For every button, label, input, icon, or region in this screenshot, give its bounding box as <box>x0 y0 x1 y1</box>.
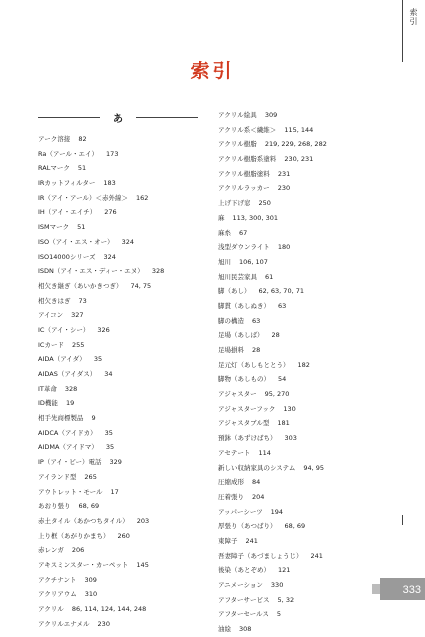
index-term: AIDA（アイダ） <box>38 355 86 364</box>
index-term: 脚物（あしもの） <box>218 375 270 384</box>
index-entry <box>218 284 393 299</box>
index-pages: 68, 69 <box>78 502 100 511</box>
index-term: アクリル樹脂系塗料 <box>218 155 277 164</box>
page-title: 索引 <box>190 60 235 82</box>
index-pages: 62, 63, 70, 71 <box>258 287 304 296</box>
index-entry <box>218 108 393 123</box>
index-entry <box>38 205 213 220</box>
index-pages: 203 <box>136 516 150 525</box>
index-term: 麻 <box>218 213 225 222</box>
index-term: アジャスターフック <box>218 404 276 413</box>
index-term: 脚の構造 <box>218 316 244 325</box>
index-term: ICカード <box>38 340 64 349</box>
index-pages: 73 <box>78 296 87 305</box>
index-term: アジャスタブル型 <box>218 419 270 428</box>
index-entry <box>38 440 213 455</box>
index-pages: 5, 32 <box>277 595 295 604</box>
index-entry <box>218 343 393 358</box>
index-pages: 241 <box>310 551 323 560</box>
index-pages: 162 <box>136 193 149 202</box>
index-term: アイランド型 <box>38 472 77 481</box>
index-entry <box>218 475 393 490</box>
index-pages: 231 <box>277 169 291 178</box>
index-pages: 204 <box>252 492 265 501</box>
index-entry <box>38 161 213 176</box>
index-pages: 106, 107 <box>239 257 268 266</box>
index-pages: 84 <box>252 478 261 487</box>
section-heading-label: あ <box>113 114 123 125</box>
index-pages: 35 <box>93 355 103 364</box>
index-pages: 309 <box>84 575 97 584</box>
index-term: 上げ下げ窓 <box>218 199 251 208</box>
index-term: ISO（アイ・エス・オー） <box>38 237 114 246</box>
index-term: AIDAS（アイダス） <box>38 370 97 378</box>
index-pages: 173 <box>106 149 119 158</box>
index-entry <box>38 543 213 558</box>
index-term: 圧着張り <box>218 492 244 501</box>
index-entry <box>38 294 213 309</box>
index-entry <box>38 323 213 338</box>
index-entry <box>218 226 393 241</box>
index-pages: 329 <box>109 458 122 467</box>
index-pages: 68, 69 <box>284 522 306 531</box>
index-term: アキスミンスター・カーペット <box>38 560 129 569</box>
index-pages: 324 <box>103 252 116 261</box>
index-pages: 115, 144 <box>284 125 314 134</box>
index-entry <box>38 426 213 441</box>
index-pages: 183 <box>103 179 116 188</box>
index-entry <box>38 470 213 485</box>
index-term: 足場（あしば） <box>218 331 264 340</box>
index-entry <box>218 196 393 211</box>
index-entry <box>218 416 393 431</box>
index-term: 脚（あし） <box>218 287 251 296</box>
index-pages: 54 <box>278 375 287 384</box>
index-term: AIDMA（アイドマ） <box>38 443 98 452</box>
index-pages: 61 <box>265 272 274 281</box>
index-term: アクリル絵具 <box>218 111 257 119</box>
index-entry <box>218 314 393 329</box>
index-entry <box>218 431 393 446</box>
index-term: 浅型ダウンライト <box>218 243 270 252</box>
index-entry <box>38 191 213 206</box>
index-entry <box>38 264 213 279</box>
index-term: IC（アイ・シー） <box>38 325 90 334</box>
index-term: 後染（あとぞめ） <box>218 566 270 575</box>
index-pages: 51 <box>77 223 86 232</box>
index-entry <box>218 181 393 196</box>
index-term: ID機能 <box>38 399 58 408</box>
index-term: アクリルエナメル <box>38 619 90 628</box>
index-entry <box>218 137 393 152</box>
index-entry <box>218 519 393 534</box>
index-term: 赤レンガ <box>38 546 64 555</box>
index-entry <box>38 338 213 353</box>
index-term: アクリルラッカー <box>218 184 270 193</box>
index-term: 厚張り（あつばり） <box>218 522 277 531</box>
index-term: アジャスター <box>218 390 257 399</box>
index-pages: 94, 95 <box>303 463 325 472</box>
index-entry <box>218 387 393 402</box>
index-term: アセテート <box>218 448 251 457</box>
index-entry <box>218 505 393 520</box>
index-entry <box>218 402 393 417</box>
index-entry <box>218 358 393 373</box>
index-term: アウトレット・モール <box>38 487 103 496</box>
index-pages: 17 <box>110 487 119 496</box>
index-pages: 114 <box>258 448 271 457</box>
index-term: 油絵 <box>218 625 231 634</box>
index-pages: 74, 75 <box>130 281 152 290</box>
index-pages: 28 <box>252 346 261 354</box>
index-pages: 230 <box>97 619 110 628</box>
index-entry <box>38 147 213 162</box>
index-term: 足場損料 <box>218 346 244 354</box>
index-entry <box>38 617 213 632</box>
index-pages: 5 <box>276 610 281 619</box>
index-pages: 181 <box>277 419 290 428</box>
index-pages: 130 <box>283 404 296 413</box>
index-term: 相欠き継ぎ（あいかきつぎ） <box>38 281 123 290</box>
index-pages: 34 <box>104 370 113 378</box>
index-pages: 327 <box>71 311 84 320</box>
index-pages: 219, 229, 268, 282 <box>264 140 327 149</box>
index-column-right <box>218 108 393 637</box>
index-term: 麻糸 <box>218 228 231 237</box>
index-term: 新しい収納家具のシステム <box>218 463 296 472</box>
index-pages: 255 <box>71 340 85 349</box>
index-term: Ra（アール・エイ） <box>38 149 99 158</box>
index-pages: 328 <box>64 384 78 393</box>
index-term: アイコン <box>38 311 64 320</box>
index-term: アクリル <box>38 605 64 613</box>
index-term: 旭川民芸家具 <box>218 272 257 281</box>
index-pages: 309 <box>264 111 278 119</box>
index-entry <box>38 308 213 323</box>
index-pages: 9 <box>91 414 96 423</box>
index-pages: 95, 270 <box>264 390 290 399</box>
index-term: アーク溶接 <box>38 135 71 143</box>
index-pages: 310 <box>84 590 98 599</box>
index-entry <box>218 299 393 314</box>
index-pages: 86, 114, 124, 144, 248 <box>71 605 147 613</box>
index-entry <box>218 211 393 226</box>
index-pages: 51 <box>77 164 87 173</box>
index-pages: 113, 300, 301 <box>232 213 278 222</box>
index-entry <box>218 328 393 343</box>
index-term: IT革命 <box>38 384 57 393</box>
index-entry <box>38 382 213 397</box>
index-entry <box>218 593 393 608</box>
page-number-strip <box>372 584 380 594</box>
index-pages: 63 <box>252 316 261 325</box>
index-pages: 182 <box>297 360 310 369</box>
index-pages: 121 <box>278 566 291 575</box>
index-entry <box>38 514 213 529</box>
index-pages: 194 <box>270 507 284 516</box>
index-term: アクチナント <box>38 575 77 584</box>
index-term: アクリル系＜繊維＞ <box>218 125 277 134</box>
index-pages: 260 <box>117 531 130 540</box>
index-term: 吾妻障子（あづましょうじ） <box>218 551 303 560</box>
index-term: 脚貫（あしぬき） <box>218 301 270 310</box>
index-entry <box>38 352 213 367</box>
index-pages: 324 <box>121 237 134 246</box>
index-entry <box>38 602 213 617</box>
index-term: アニメーション <box>218 581 263 589</box>
index-entry <box>218 622 393 637</box>
index-term: 相手先商標製品 <box>38 414 84 423</box>
index-pages: 308 <box>239 625 252 634</box>
index-term: 東障子 <box>218 536 238 545</box>
index-entry <box>218 549 393 564</box>
index-pages: 330 <box>270 581 284 589</box>
thumb-index-marker <box>402 515 425 525</box>
index-entry <box>38 558 213 573</box>
page-number-box <box>380 578 425 600</box>
index-term: 圧縮成形 <box>218 478 244 487</box>
index-pages: 326 <box>97 325 110 334</box>
index-term: IP（アイ・ピー）電話 <box>38 458 102 467</box>
index-pages: 67 <box>239 228 248 237</box>
index-pages: 35 <box>104 428 113 437</box>
index-term: アクリル樹脂塗料 <box>218 169 270 178</box>
index-term: IH（アイ・エイチ） <box>38 208 97 217</box>
index-term: 足元灯（あしもととう） <box>218 360 290 369</box>
index-entry <box>218 563 393 578</box>
index-pages: 206 <box>71 546 85 555</box>
index-entry <box>38 367 213 382</box>
index-term: 赤土タイル（あかつちタイル） <box>38 516 129 525</box>
section-heading <box>38 110 198 124</box>
index-pages: 63 <box>278 301 287 310</box>
index-term: IRカットフィルター <box>38 179 96 188</box>
index-term: アクリアウム <box>38 590 77 599</box>
index-entry <box>218 607 393 622</box>
index-entry <box>38 455 213 470</box>
index-term: AIDCA（アイドカ） <box>38 428 97 437</box>
index-pages: 241 <box>245 536 258 545</box>
index-entry <box>38 132 213 147</box>
index-term: あおり張り <box>38 502 71 511</box>
index-entry <box>218 152 393 167</box>
index-pages: 230 <box>277 184 291 193</box>
index-entry <box>38 220 213 235</box>
index-term: アフターセールス <box>218 610 269 619</box>
index-pages: 180 <box>277 243 291 252</box>
index-pages: 145 <box>136 560 149 569</box>
index-term: アフターサービス <box>218 595 270 604</box>
side-tab-label: 索引 <box>409 8 418 26</box>
index-entry <box>38 411 213 426</box>
index-entry <box>218 446 393 461</box>
index-term: IR（アイ・アール）＜赤外線＞ <box>38 193 129 202</box>
index-pages: 303 <box>284 434 297 443</box>
index-pages: 28 <box>271 331 280 340</box>
index-entry <box>38 279 213 294</box>
index-term: アッパーシーツ <box>218 507 263 516</box>
index-pages: 35 <box>105 443 115 452</box>
index-entry <box>218 461 393 476</box>
index-entry <box>218 372 393 387</box>
index-entry <box>218 270 393 285</box>
index-pages: 276 <box>104 208 117 217</box>
index-term: 相欠きはぎ <box>38 296 71 305</box>
index-term: 上り框（あがりかまち） <box>38 531 110 540</box>
index-entry <box>38 573 213 588</box>
index-term: ISO14000シリーズ <box>38 252 96 261</box>
index-entry <box>38 485 213 500</box>
index-entry <box>38 235 213 250</box>
index-entry <box>38 176 213 191</box>
index-pages: 82 <box>78 135 87 143</box>
index-term: アクリル樹脂 <box>218 140 257 149</box>
index-pages: 250 <box>258 199 271 208</box>
index-pages: 328 <box>151 267 165 276</box>
index-entry <box>218 490 393 505</box>
index-pages: 265 <box>84 472 97 481</box>
side-tab <box>402 0 425 62</box>
index-term: RALマーク <box>38 164 70 173</box>
index-entry <box>38 396 213 411</box>
index-entry <box>218 534 393 549</box>
index-entry <box>38 499 213 514</box>
heading-rule-right <box>136 117 198 118</box>
index-entry <box>218 123 393 138</box>
index-term: 旭川 <box>218 257 231 266</box>
index-pages: 19 <box>65 399 75 408</box>
index-entry <box>218 240 393 255</box>
index-pages: 230, 231 <box>284 155 314 164</box>
index-column-left <box>38 132 213 631</box>
index-entry <box>218 578 393 593</box>
index-entry <box>38 529 213 544</box>
page-number: 333 <box>402 584 421 596</box>
index-entry <box>218 255 393 270</box>
index-term: 預鉢（あずけばち） <box>218 434 277 443</box>
index-entry <box>38 250 213 265</box>
index-term: ISDN（アイ・エス・ディー・エヌ） <box>38 267 144 276</box>
index-term: ISMマーク <box>38 223 70 232</box>
index-entry <box>218 167 393 182</box>
